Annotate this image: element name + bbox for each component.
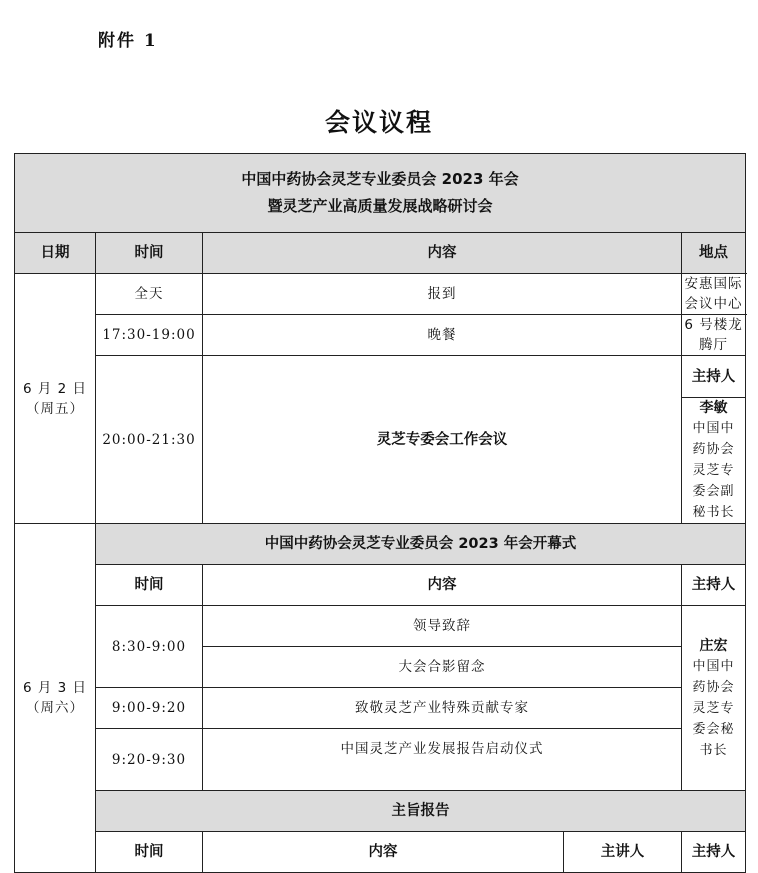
keynote-header-time: 时间 <box>96 832 203 873</box>
sub-header-host: 主持人 <box>682 565 746 606</box>
day2-date <box>15 524 96 873</box>
host-name: 李敏 <box>699 400 728 416</box>
host-name: 庄宏 <box>699 637 728 654</box>
table-cell-time: 17:30-19:00 <box>96 315 203 356</box>
day1-date-line2: （周五） <box>26 400 84 417</box>
sub-header-content: 内容 <box>203 565 682 606</box>
day2-date-line2: （周六） <box>26 700 84 716</box>
keynote-title: 主旨报告 <box>96 791 746 832</box>
table-cell-time: 8:30-9:00 <box>96 606 203 688</box>
table-cell-location: 安惠国际会议中心 <box>682 274 746 315</box>
table-cell-time: 9:00-9:20 <box>96 688 203 729</box>
agenda-header <box>15 154 746 233</box>
host-info <box>682 398 746 524</box>
table-cell-content: 灵芝专委会工作会议 <box>203 356 682 524</box>
table-cell-content: 晚餐 <box>203 315 682 356</box>
host-title: 中国中药协会灵芝专委会副秘书长 <box>692 421 735 520</box>
table-cell-content: 致敬灵芝产业特殊贡献专家 <box>203 688 682 729</box>
day1-date-line1: 6 月 2 日 <box>22 380 88 397</box>
col-header-date: 日期 <box>15 233 96 274</box>
keynote-header-speaker: 主讲人 <box>564 832 682 873</box>
attachment-label: 附件 1 <box>98 31 158 51</box>
table-cell-location: 6 号楼龙腾厅 <box>682 315 746 356</box>
table-cell-content: 大会合影留念 <box>203 647 682 688</box>
host-title: 中国中药协会灵芝专委会秘书长 <box>692 658 735 758</box>
page-title: 会议议程 <box>324 108 433 137</box>
agenda-table <box>14 153 746 873</box>
col-header-content: 内容 <box>203 233 682 274</box>
host-info <box>682 606 746 791</box>
table-cell-content: 领导致辞 <box>203 606 682 647</box>
table-cell-time: 20:00-21:30 <box>96 356 203 524</box>
table-cell-time: 9:20-9:30 <box>96 729 203 791</box>
host-label: 主持人 <box>682 356 746 398</box>
sub-header-time: 时间 <box>96 565 203 606</box>
col-header-location: 地点 <box>682 233 746 274</box>
table-cell-content: 报到 <box>203 274 682 315</box>
header-line-2: 暨灵芝产业高质量发展战略研讨会 <box>267 197 493 215</box>
col-header-time: 时间 <box>96 233 203 274</box>
keynote-header-content: 内容 <box>203 832 564 873</box>
keynote-header-host: 主持人 <box>682 832 746 873</box>
opening-ceremony-title: 中国中药协会灵芝专业委员会 2023 年会开幕式 <box>96 524 746 565</box>
table-cell-content: 中国灵芝产业发展报告启动仪式 <box>203 729 682 791</box>
table-cell-time: 全天 <box>96 274 203 315</box>
header-line-1: 中国中药协会灵芝专业委员会 2023 年会 <box>241 170 519 188</box>
day1-date <box>15 274 96 524</box>
day2-date-line1: 6 月 3 日 <box>22 680 88 696</box>
